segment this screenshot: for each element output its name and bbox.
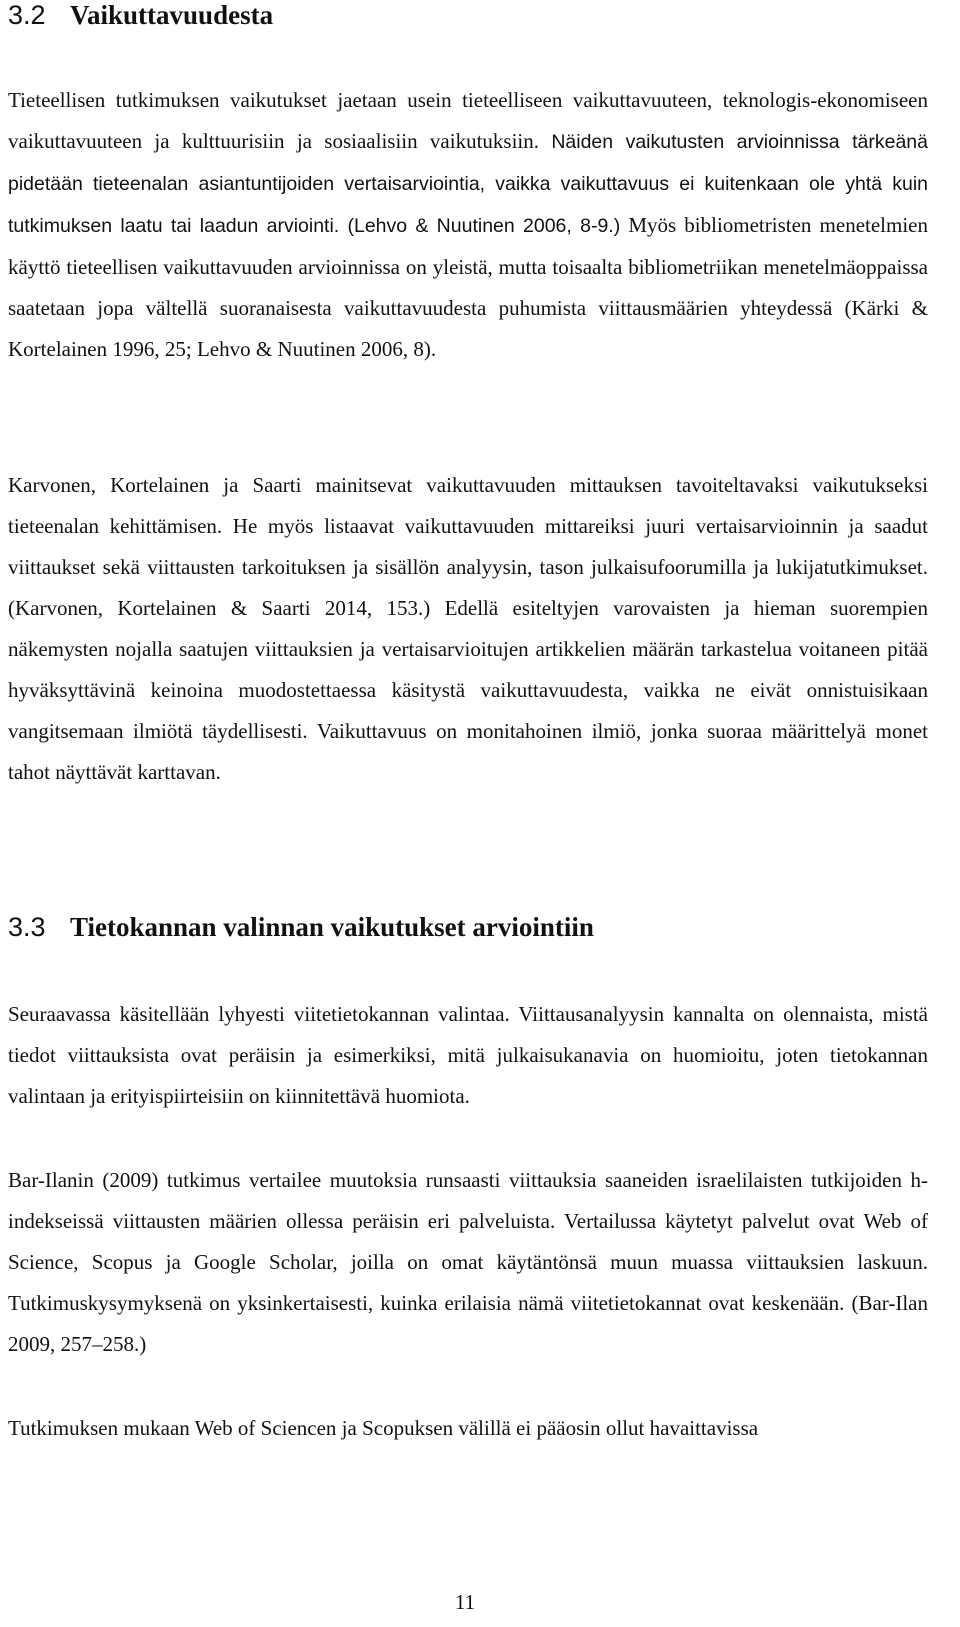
- section-title: Tietokannan valinnan vaikutukset arviointiin: [70, 912, 594, 942]
- section-heading-3-3: [8, 912, 594, 942]
- section-number: 3.2: [8, 0, 46, 30]
- section-number: 3.3: [8, 912, 46, 942]
- paragraph-impact-metrics: Karvonen, Kortelainen ja Saarti mainitsevat vaikuttavuuden mittauksen tavoiteltavaksi vaikutukseksi tieteenalan kehittämisen. He myös listaavat vaikuttavuuden mittareiksi juuri vertaisarvioinnin ja saadut viittaukset sekä viittausten tarkoituksen ja sisällön analyysin, tason julkaisufoorumilla ja lukijatutkimukset. (Karvonen, Kortelainen & Saarti 2014, 153.) Edellä esiteltyjen varovaisten ja hieman suorempien näkemysten nojalla saatujen viittauksien ja vertaisarvioitujen artikkelien määrän tarkastelua voitaneen pitää hyväksyttävinä keinoina muodostettaessa käsitystä vaikuttavuudesta, vaikka ne eivät onnistuisikaan vangitsemaan ilmiötä täydellisesti. Vaikuttavuus on monitahoinen ilmiö, jonka suoraa määrittelyä monet tahot näyttävät karttavan.: [8, 473, 928, 784]
- paragraph-text-serif-continued: Myös bibliometristen menetelmien käyttö tieteellisen vaikuttavuuden arvioinnissa on yleistä, mutta toisaalta bibliometriikan menetelmäoppaissa saatetaan jopa vältellä suoranaisesta vaikuttavuudesta puhumista viittausmäärien yhteydessä (Kärki & Kortelainen 1996, 25; Lehvo & Nuutinen 2006, 8).: [8, 213, 928, 361]
- paragraph-text-serif: Tieteellisen tutkimuksen vaikutukset jaetaan usein tieteelliseen vaikuttavuuteen, teknologis-ekonomiseen vaikuttavuuteen ja kulttuurisiin ja sosiaalisiin vaikutuksiin.: [8, 88, 928, 153]
- paragraph-impact-overview: [8, 80, 928, 370]
- paragraph-database-choice: Seuraavassa käsitellään lyhyesti viitetietokannan valintaa. Viittausanalyysin kannalta on olennaista, mistä tiedot viittauksista ovat peräisin ja esimerkiksi, mitä julkaisukanavia on huomioitu, joten tietokannan valintaan ja erityispiirteisiin on kiinnitettävä huomiota.: [8, 1002, 928, 1108]
- section-heading-3-2: [8, 0, 273, 30]
- paragraph-study-results: Tutkimuksen mukaan Web of Sciencen ja Scopuksen välillä ei pääosin ollut havaittavissa: [8, 1416, 759, 1440]
- paragraph-text-sans: Näiden vaikutusten arvioinnissa tärkeänä pidetään tieteenalan asiantuntijoiden vertaisarviointia, vaikka vaikuttavuus ei kuitenkaan ole yhtä kuin tutkimuksen laatu tai laadun arviointi. (Lehvo & Nuutinen 2006, 8-9.): [8, 131, 928, 237]
- paragraph-bar-ilan-study: Bar-Ilanin (2009) tutkimus vertailee muutoksia runsaasti viittauksia saaneiden israelilaisten tutkijoiden h-indekseissä viittausten määrien ollessa peräisin eri palveluista. Vertailussa käytetyt palvelut ovat Web of Science, Scopus ja Google Scholar, joilla on omat käytäntönsä muun muassa viittauksien laskuun. Tutkimuskysymyksenä on yksinkertaisesti, kuinka erilaisia nämä viitetietokannat ovat keskenään. (Bar-Ilan 2009, 257–258.): [8, 1168, 928, 1356]
- page-number: 11: [454, 1590, 476, 1614]
- section-title: Vaikuttavuudesta: [70, 0, 274, 30]
